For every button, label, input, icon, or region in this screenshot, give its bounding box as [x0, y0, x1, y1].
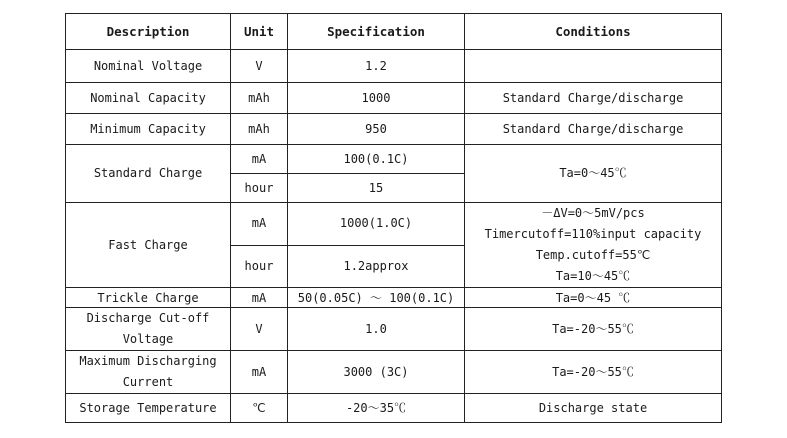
condition-line: －ΔV=0～5mV/pcs [541, 206, 645, 220]
header-description: Description [66, 14, 231, 50]
cell-conditions: Discharge state [465, 394, 722, 423]
cell-spec: 15 [288, 174, 465, 203]
cell-spec: 1.2 [288, 50, 465, 83]
cell-spec: 3000 (3C) [288, 351, 465, 394]
header-unit: Unit [231, 14, 288, 50]
cell-spec: 1.2approx [288, 245, 465, 288]
description-line: Voltage [122, 332, 174, 346]
table-row-discharge-cutoff [66, 308, 722, 351]
cell-spec: 50(0.05C) ～ 100(0.1C) [288, 288, 465, 308]
specification-table [65, 13, 722, 423]
header-specification: Specification [288, 14, 465, 50]
description-line: Maximum Discharging [79, 354, 217, 368]
cell-unit: mA [231, 351, 288, 394]
cell-conditions: Ta=-20～55℃ [465, 351, 722, 394]
cell-description: Minimum Capacity [66, 114, 231, 145]
condition-line: Temp.cutoff=55℃ [535, 248, 651, 262]
cell-unit: V [231, 308, 288, 351]
cell-unit: mA [231, 145, 288, 174]
cell-conditions: Ta=-20～55℃ [465, 308, 722, 351]
condition-line: Timercutoff=110%input capacity [484, 227, 702, 241]
cell-unit: mA [231, 203, 288, 246]
cell-spec: 100(0.1C) [288, 145, 465, 174]
table-row-nominal-capacity [66, 83, 722, 114]
table-row-trickle-charge [66, 288, 722, 308]
cell-conditions [465, 50, 722, 83]
cell-unit: ℃ [231, 394, 288, 423]
cell-spec: 1000 [288, 83, 465, 114]
table-row-standard-charge [66, 145, 722, 174]
cell-spec: -20～35℃ [288, 394, 465, 423]
cell-unit: mAh [231, 114, 288, 145]
description-line: Current [122, 375, 174, 389]
condition-line: Ta=10～45℃ [555, 269, 631, 283]
cell-description: Nominal Capacity [66, 83, 231, 114]
cell-unit: hour [231, 174, 288, 203]
cell-description: Standard Charge [66, 145, 231, 203]
cell-spec: 1.0 [288, 308, 465, 351]
table-header-row [66, 14, 722, 50]
table-row-max-discharging [66, 351, 722, 394]
cell-description [66, 308, 231, 351]
cell-unit: mA [231, 288, 288, 308]
cell-spec: 1000(1.0C) [288, 203, 465, 246]
header-conditions: Conditions [465, 14, 722, 50]
table-row-nominal-voltage [66, 50, 722, 83]
cell-conditions: Standard Charge/discharge [465, 114, 722, 145]
cell-spec: 950 [288, 114, 465, 145]
cell-description: Nominal Voltage [66, 50, 231, 83]
cell-description: Fast Charge [66, 203, 231, 288]
cell-description: Storage Temperature [66, 394, 231, 423]
cell-description [66, 351, 231, 394]
cell-unit: hour [231, 245, 288, 288]
cell-unit: V [231, 50, 288, 83]
table-row-minimum-capacity [66, 114, 722, 145]
cell-description: Trickle Charge [66, 288, 231, 308]
cell-conditions: Ta=0～45℃ [465, 145, 722, 203]
description-line: Discharge Cut-off [86, 311, 210, 325]
table-row-storage-temperature [66, 394, 722, 423]
table-row-fast-charge [66, 203, 722, 246]
cell-conditions: Ta=0～45 ℃ [465, 288, 722, 308]
cell-conditions: Standard Charge/discharge [465, 83, 722, 114]
cell-unit: mAh [231, 83, 288, 114]
cell-conditions [465, 203, 722, 288]
